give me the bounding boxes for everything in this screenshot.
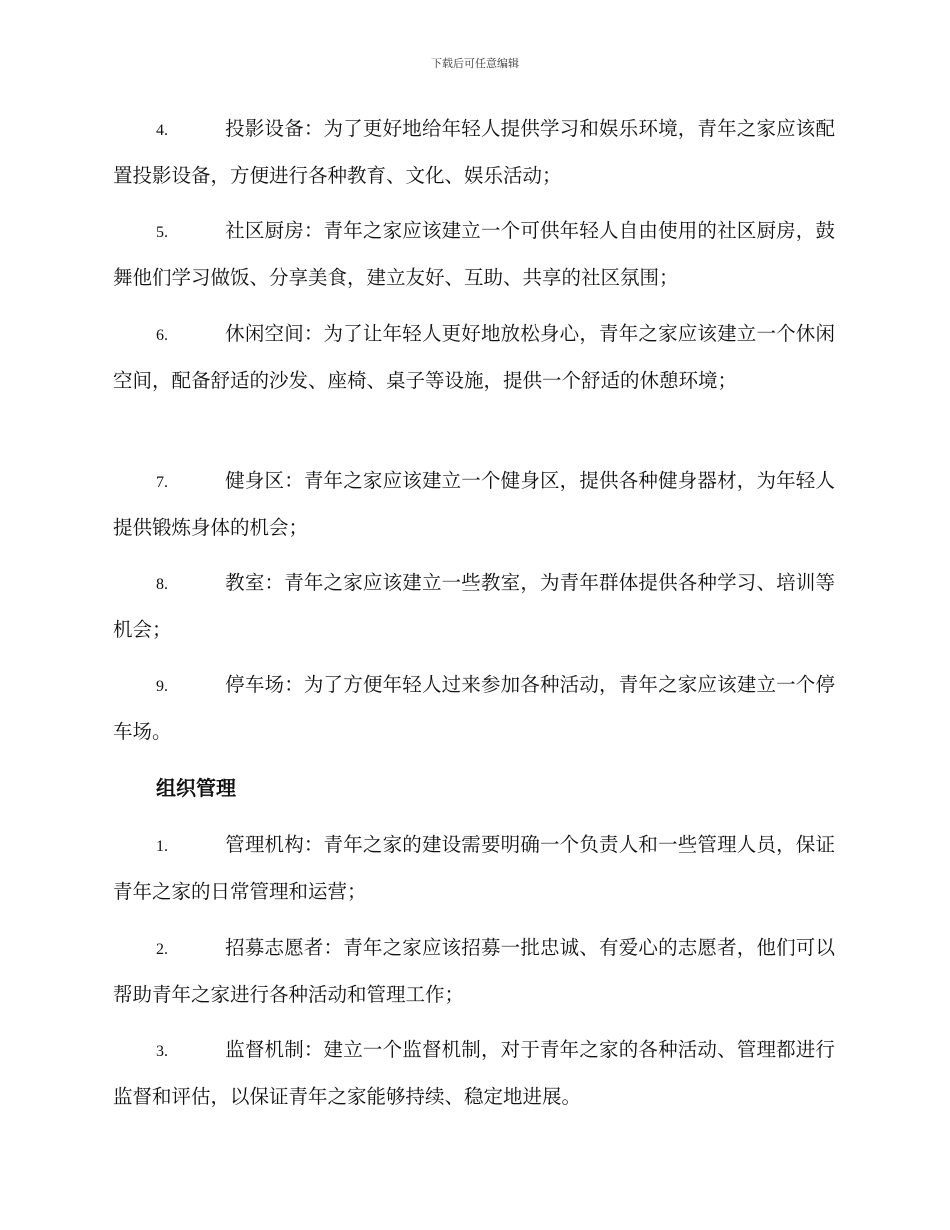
item-text: 招募志愿者：青年之家应该招募一批忠诚、有爱心的志愿者，他们可以帮助青年之家进行各种活动和管理工作； [113, 936, 835, 1006]
item-number: 5. [156, 224, 168, 241]
list-item-facility-8 [113, 560, 835, 652]
item-number: 1. [156, 838, 168, 855]
page-header: 下载后可任意编辑 [431, 57, 519, 70]
list-item-facility-6 [113, 311, 835, 403]
list-item-facility-5 [113, 208, 835, 300]
item-text: 投影设备：为了更好地给年轻人提供学习和娱乐环境，青年之家应该配置投影设备，方便进行各种教育、文化、娱乐活动； [113, 117, 835, 187]
item-text: 教室：青年之家应该建立一些教室，为青年群体提供各种学习、培训等机会； [113, 571, 835, 641]
list-item-facility-9 [113, 662, 835, 754]
item-text: 管理机构：青年之家的建设需要明确一个负责人和一些管理人员，保证青年之家的日常管理和运营； [113, 833, 835, 903]
item-number: 3. [156, 1043, 168, 1060]
list-item-management-1 [113, 822, 835, 914]
section-heading: 组织管理 [156, 776, 236, 800]
item-number: 6. [156, 327, 168, 344]
list-item-facility-7 [113, 458, 835, 550]
list-item-management-2 [113, 925, 835, 1017]
list-item-facility-4 [113, 106, 835, 198]
item-text: 监督机制：建立一个监督机制，对于青年之家的各种活动、管理都进行监督和评估，以保证青年之家能够持续、稳定地进展。 [113, 1038, 835, 1108]
item-number: 4. [156, 122, 168, 139]
list-item-management-3 [113, 1027, 835, 1119]
item-text: 社区厨房：青年之家应该建立一个可供年轻人自由使用的社区厨房，鼓舞他们学习做饭、分享美食，建立友好、互助、共享的社区氛围； [113, 219, 835, 289]
item-number: 8. [156, 576, 168, 593]
item-text: 停车场：为了方便年轻人过来参加各种活动，青年之家应该建立一个停车场。 [113, 673, 835, 743]
item-text: 休闲空间：为了让年轻人更好地放松身心，青年之家应该建立一个休闲空间，配备舒适的沙发、座椅、桌子等设施，提供一个舒适的休憩环境； [113, 322, 835, 392]
item-number: 2. [156, 941, 168, 958]
item-number: 7. [156, 474, 168, 491]
item-text: 健身区：青年之家应该建立一个健身区，提供各种健身器材，为年轻人提供锻炼身体的机会； [113, 469, 835, 539]
item-number: 9. [156, 678, 168, 695]
